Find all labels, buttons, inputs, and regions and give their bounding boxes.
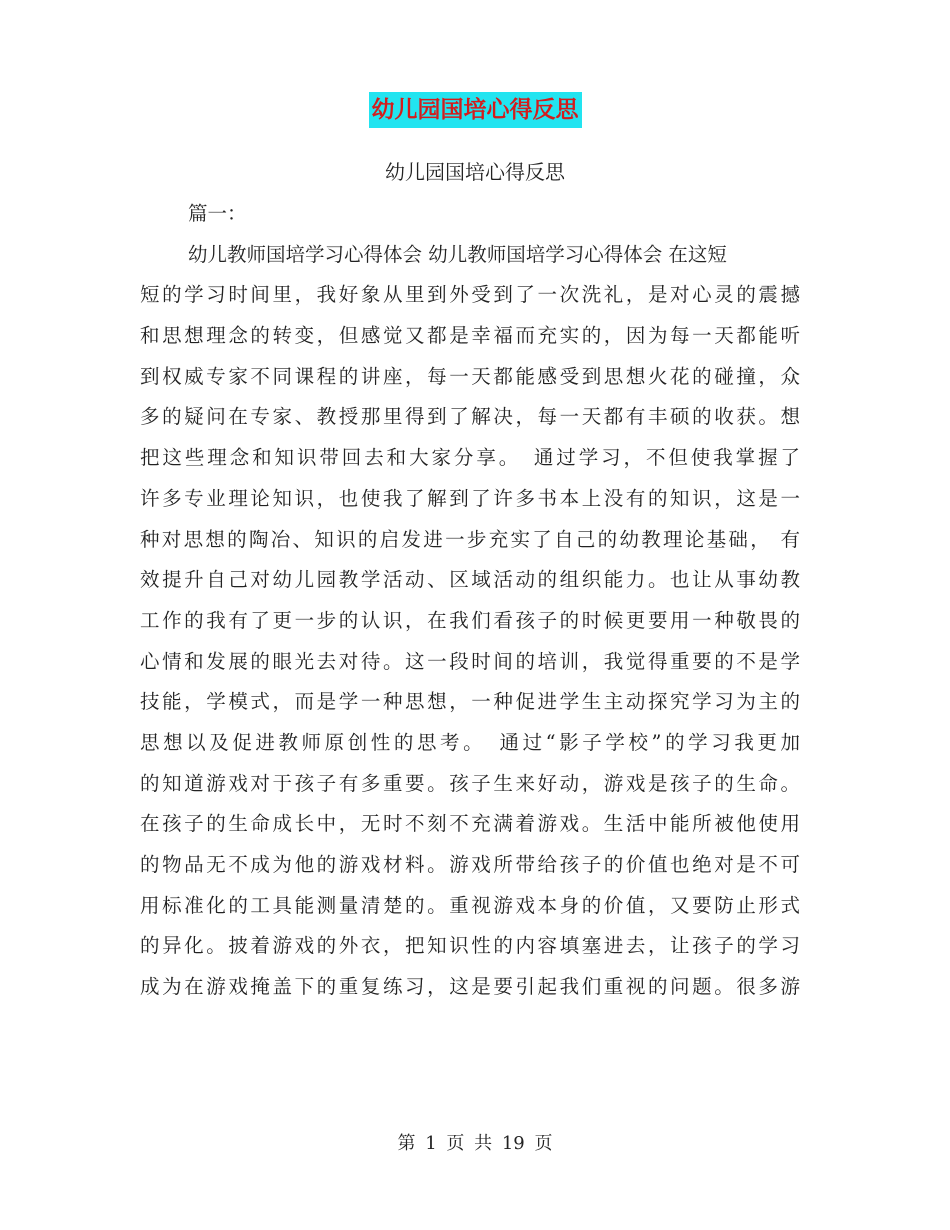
document-body xyxy=(140,199,800,1013)
document-subtitle: 幼儿园国培心得反思 xyxy=(385,160,565,184)
section-label: 篇一： xyxy=(188,202,247,225)
paragraph-line: 许多专业理论知识，也使我了解到了许多书本上没有的知识，这是一 xyxy=(140,486,800,510)
paragraph-line: 的知道游戏对于孩子有多重要。孩子生来好动，游戏是孩子的生命。 xyxy=(140,771,800,795)
paragraph-line: 用标准化的工具能测量清楚的。重视游戏本身的价值，又要防止形式 xyxy=(140,893,800,917)
document-title-text: 幼儿园国培心得反思 xyxy=(369,92,582,128)
paragraph-line: 幼儿教师国培学习心得体会 幼儿教师国培学习心得体会 在这短 xyxy=(188,242,727,266)
paragraph-line: 的物品无不成为他的游戏材料。游戏所带给孩子的价值也绝对是不可 xyxy=(140,853,800,876)
paragraph-line: 成为在游戏掩盖下的重复练习，这是要引起我们重视的问题。很多游 xyxy=(140,975,800,999)
paragraph-line: 效提升自己对幼儿园教学活动、区域活动的组织能力。也让从事幼教 xyxy=(140,568,800,592)
paragraph-line: 思想以及促进教师原创性的思考。 通过“影子学校”的学习我更加 xyxy=(140,730,800,754)
paragraph-line: 在孩子的生命成长中，无时不刻不充满着游戏。生活中能所被他使用 xyxy=(140,812,800,836)
paragraph-line: 和思想理念的转变，但感觉又都是幸福而充实的，因为每一天都能听 xyxy=(140,324,800,348)
document-title xyxy=(0,92,950,128)
paragraph-line: 种对思想的陶冶、知识的启发进一步充实了自己的幼教理论基础， 有 xyxy=(140,527,800,551)
paragraph-line: 把这些理念和知识带回去和大家分享。 通过学习，不但使我掌握了 xyxy=(140,446,800,470)
paragraph-line: 工作的我有了更一步的认识，在我们看孩子的时候更要用一种敬畏的 xyxy=(140,608,800,632)
paragraph-line: 短的学习时间里，我好象从里到外受到了一次洗礼，是对心灵的震撼 xyxy=(140,283,800,307)
paragraph-line: 技能，学模式，而是学一种思想，一种促进学生主动探究学习为主的 xyxy=(140,690,800,714)
paragraph-line: 多的疑问在专家、教授那里得到了解决，每一天都有丰硕的收获。想 xyxy=(140,405,800,429)
paragraph-line: 到权威专家不同课程的讲座，每一天都能感受到思想火花的碰撞，众 xyxy=(140,364,800,388)
paragraph-line: 心情和发展的眼光去对待。这一段时间的培训，我觉得重要的不是学 xyxy=(140,649,800,673)
paragraph-line: 的异化。披着游戏的外衣，把知识性的内容填塞进去，让孩子的学习 xyxy=(140,934,800,958)
page-number-footer: 第 1 页 共 19 页 xyxy=(397,1133,553,1154)
